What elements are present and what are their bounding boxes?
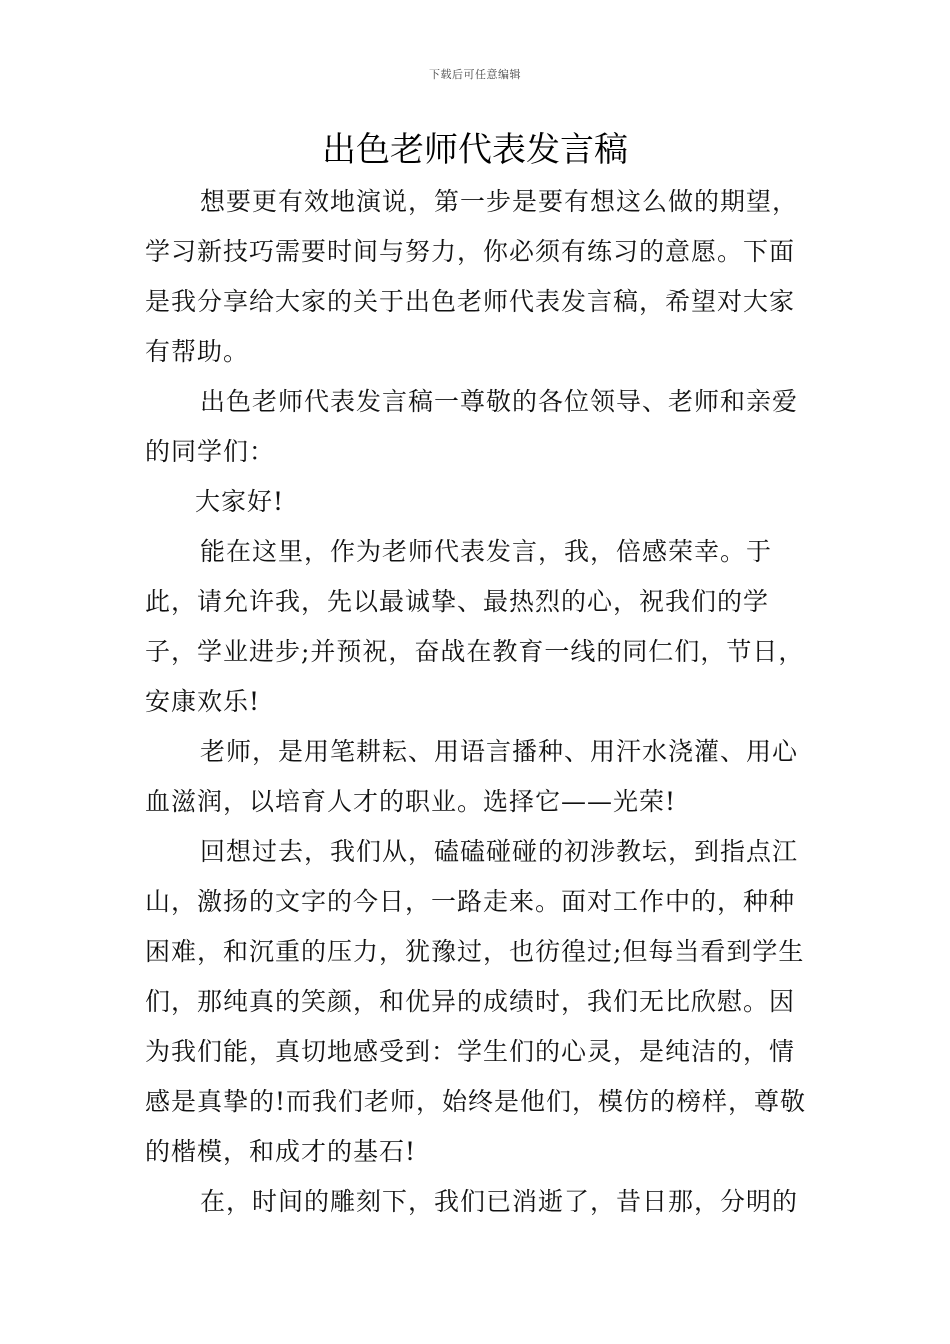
paragraph-greeting: 大家好! xyxy=(195,487,285,516)
paragraph-intro: 想要更有效地演说，第一步是要有想这么做的期望，学习新技巧需要时间与努力，你必须有练习的意愿。下面是我分享给大家的关于出色老师代表发言稿，希望对大家有帮助。 xyxy=(145,187,799,366)
header-note: 下载后可任意编辑 xyxy=(429,68,521,81)
paragraph-profession: 老师，是用笔耕耘、用语言播种、用汗水浇灌、用心血滋润，以培育人才的职业。选择它——光荣! xyxy=(145,737,799,816)
document-title: 出色老师代表发言稿 xyxy=(322,130,628,170)
paragraph-opening: 能在这里，作为老师代表发言，我，倍感荣幸。于此，请允许我，先以最诚挚、最热烈的心，祝我们的学子，学业进步;并预祝，奋战在教育一线的同仁们，节日，安康欢乐! xyxy=(145,537,805,716)
paragraph-continuation: 在，时间的雕刻下，我们已消逝了，昔日那，分明的 xyxy=(200,1187,799,1216)
paragraph-reflection: 回想过去，我们从，磕磕碰碰的初涉教坛，到指点江山，激扬的文字的今日，一路走来。面对工作中的，种种困难，和沉重的压力，犹豫过，也彷徨过;但每当看到学生们，那纯真的笑颜，和优异的成绩时，我们无比欣慰。因为我们能，真切地感受到：学生们的心灵，是纯洁的，情感是真挚的!而我们老师，始终是他们，模仿的榜样，尊敬的楷模，和成才的基石! xyxy=(145,837,807,1166)
paragraph-salutation: 出色老师代表发言稿一尊敬的各位领导、老师和亲爱的同学们： xyxy=(145,387,799,466)
document-body xyxy=(145,177,810,1227)
